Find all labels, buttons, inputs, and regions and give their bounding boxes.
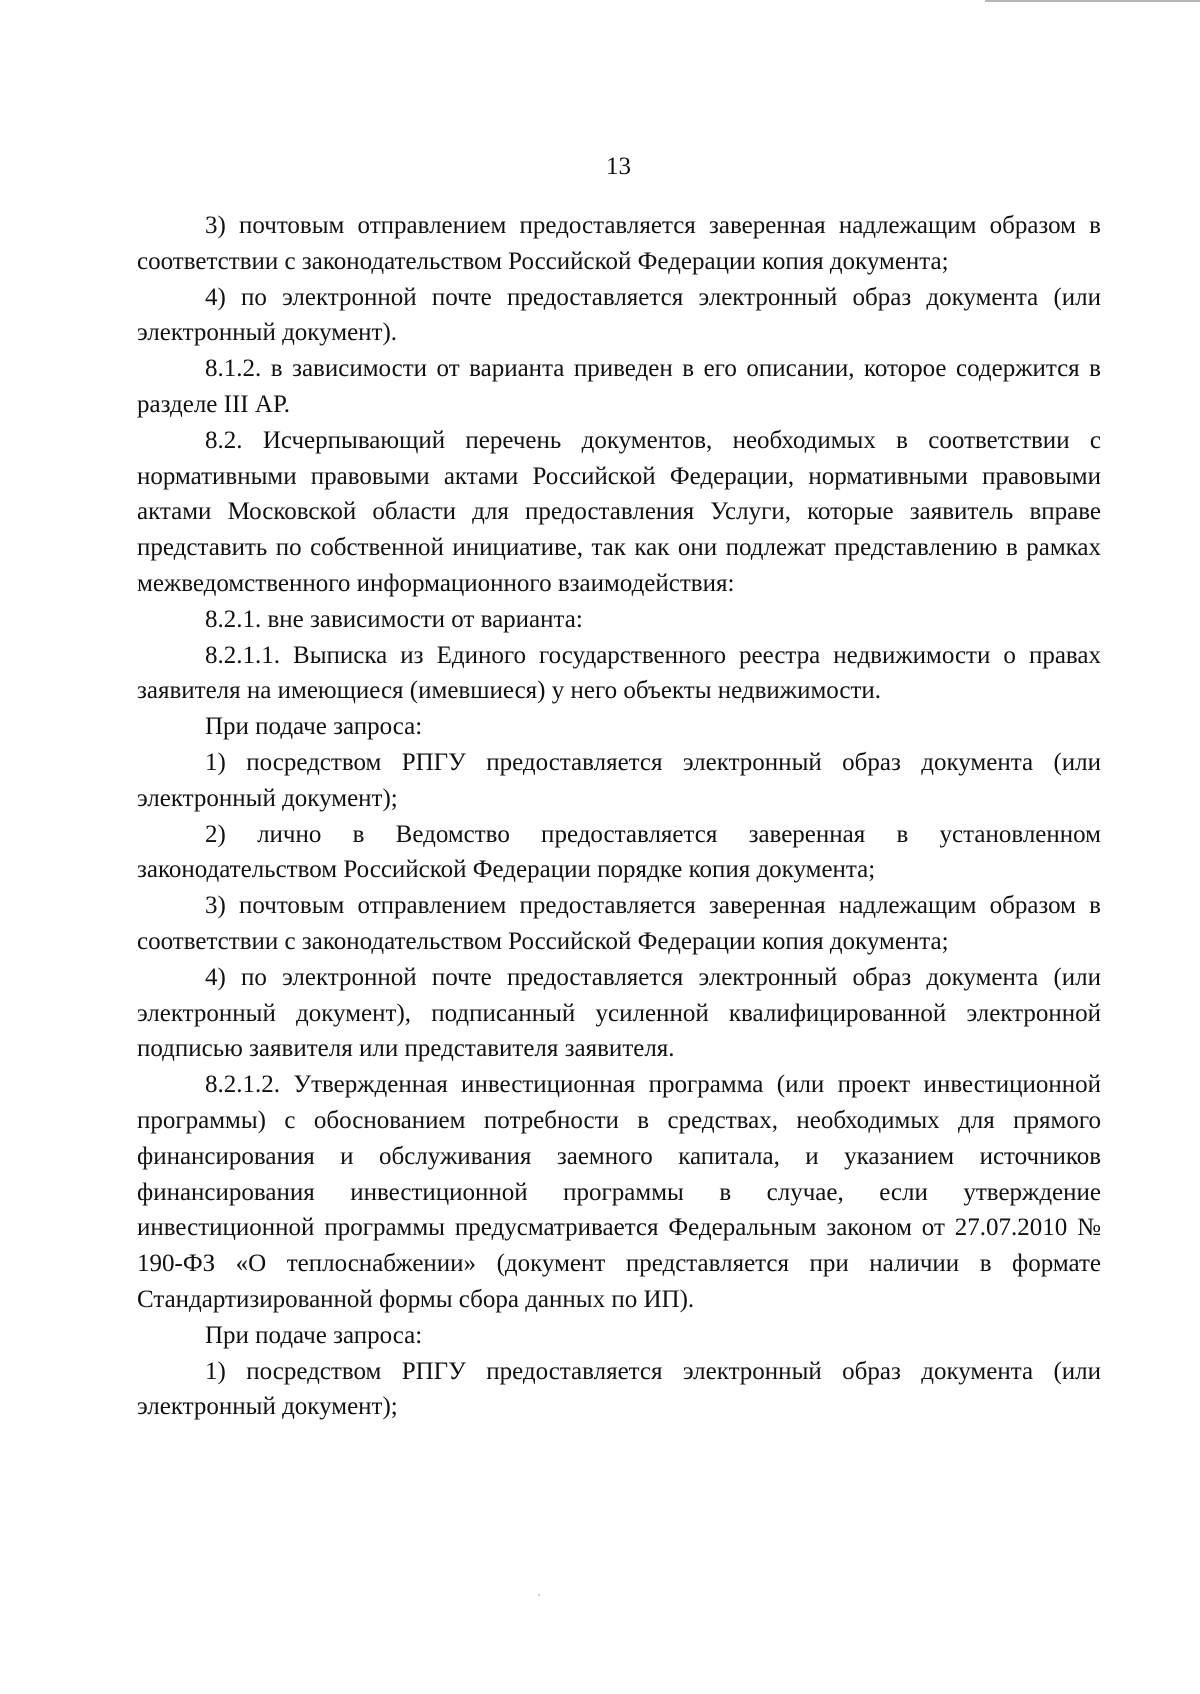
paragraph-mail-copy: 3) почтовым отправлением предоставляется заверенная надлежащим образом в соответствии с законодательством Российской Федерации копия документа;	[137, 212, 1101, 275]
scan-artifact	[538, 1594, 540, 1596]
scan-edge-mark	[985, 0, 1200, 7]
document-text	[137, 208, 1101, 1425]
paragraph-email-signed: 4) по электронной почте предоставляется электронный образ документа (или электронный документ), подписанный усиленной квалифицированной электронной подписью заявителя или представителя заявителя.	[137, 963, 1101, 1063]
paragraph-rpgu: 1) посредством РПГУ предоставляется электронный образ документа (или электронный документ);	[137, 748, 1101, 812]
paragraph-rpgu-2: 1) посредством РПГУ предоставляется электронный образ документа (или электронный документ);	[137, 1357, 1101, 1421]
paragraph-in-person: 2) лично в Ведомство предоставляется заверенная в установленном законодательством Российской Федерации порядке копия документа;	[137, 820, 1101, 884]
paragraph-email-image: 4) по электронной почте предоставляется электронный образ документа (или электронный документ).	[137, 283, 1101, 347]
paragraph-postal: 3) почтовым отправлением предоставляется заверенная надлежащим образом в соответствии с законодательством Российской Федерации копия документа;	[137, 892, 1101, 955]
paragraph-8-2: 8.2. Исчерпывающий перечень документов, необходимых в соответствии с нормативными правовыми актами Российской Федерации, нормативными правовыми актами Московской области для предоставления Услуги, которые заявитель вправе представить по собственной инициативе, так как они подлежат представлению в рамках межведомственного информационного взаимодействия:	[137, 426, 1101, 597]
paragraph-request-heading: При подаче запроса:	[205, 713, 423, 741]
paragraph-8-2-1-1: 8.2.1.1. Выписка из Единого государственного реестра недвижимости о правах заявителя на имеющиеся (имевшиеся) у него объекты недвижимости.	[137, 641, 1101, 705]
paragraph-request-heading-2: При подаче запроса:	[205, 1321, 423, 1349]
paragraph-8-1-2: 8.1.2. в зависимости от варианта приведен в его описании, которое содержится в разделе III АР.	[137, 355, 1101, 418]
paragraph-8-2-1-2: 8.2.1.2. Утвержденная инвестиционная программа (или проект инвестиционной программы) с обоснованием потребности в средствах, необходимых для прямого финансирования и обслуживания заемного капитала, и указанием источников финансирования инвестиционной программы в случае, если утверждение инвестиционной программы предусматривается Федеральным законом от 27.07.2010 № 190-ФЗ «О теплоснабжении» (документ представляется при наличии в формате Стандартизированной формы сбора данных по ИП).	[137, 1071, 1101, 1313]
paragraph-8-2-1: 8.2.1. вне зависимости от варианта:	[205, 605, 583, 633]
page-number: 13	[606, 153, 631, 180]
